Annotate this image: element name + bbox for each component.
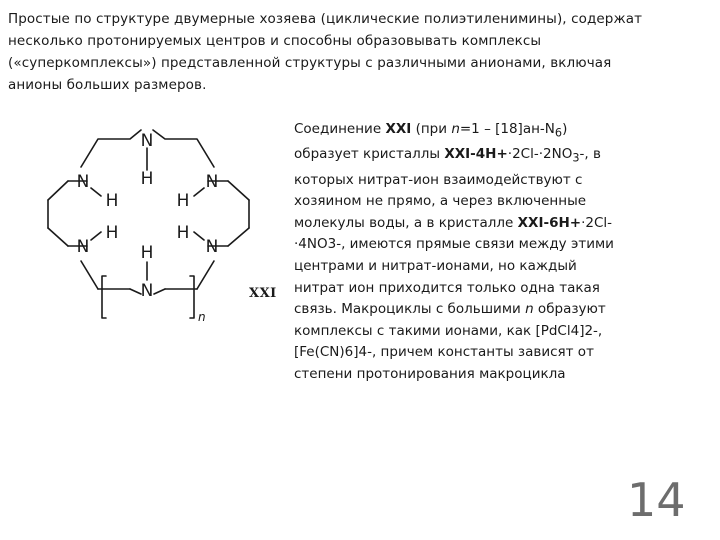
description-paragraph [294, 119, 624, 386]
intro-line: несколько протонируемых центров и способны образовывать комплексы [8, 33, 542, 49]
intro-line: («суперкомплексы») представленной структуры с различными анионами, включая [8, 55, 612, 71]
hydrogen-atom: H [105, 191, 119, 211]
hydrogen-atom: H [176, 191, 190, 211]
intro-line: анионы больших размеров. [8, 77, 207, 93]
desc-line: связь. Макроциклы с большими n образуют [294, 301, 606, 318]
intro-line: Простые по структуре двумерные хозяева (циклические полиэтиленимины), содержат [8, 11, 643, 27]
macrocycle-diagram [28, 118, 278, 333]
nitrogen-atom: N [76, 237, 90, 257]
slide-page-number: 14 [627, 473, 686, 527]
nitrogen-atom-top: N [140, 131, 154, 151]
desc-line: [Fe(CN)6]4-, причем константы зависят от [294, 344, 594, 361]
desc-line: которых нитрат-ион взаимодействуют с [294, 171, 583, 188]
desc-line: хозяином не прямо, а через включенные [294, 193, 587, 210]
desc-line: ·4NO3-, имеются прямые связи между этими [294, 236, 614, 253]
desc-line: молекулы воды, а в кристалле XXI-6H+·2Cl- [294, 214, 613, 231]
desc-line: степени протонирования макроцикла [294, 365, 566, 382]
hydrogen-atom: H [105, 223, 119, 243]
nitrogen-atom-bottom: N [140, 281, 154, 301]
desc-line: образует кристаллы XXI-$4H+\cdot 2Cl-\cdot 2NO_3-$, в [294, 146, 601, 165]
hydrogen-atom: H [176, 223, 190, 243]
macrocycle-structure [28, 118, 278, 333]
intro-paragraph [8, 8, 714, 96]
desc-line: комплексы с такими ионами, как [PdCl4]2-, [294, 322, 603, 339]
hydrogen-atom: H [140, 169, 154, 189]
compound-label-xxi: XXI [249, 286, 277, 301]
nitrogen-atom: N [76, 172, 90, 192]
desc-line: центрами и нитрат-ионами, но каждый [294, 257, 577, 274]
nitrogen-atom: N [205, 237, 219, 257]
repeat-index-n: n [198, 310, 206, 324]
desc-line: Соединение XXI (при $n=1 - [18]ан-N_6$) [294, 121, 568, 140]
desc-line: нитрат ион приходится только одна такая [294, 279, 600, 296]
nitrogen-atom: N [205, 172, 219, 192]
hydrogen-atom: H [140, 243, 154, 263]
